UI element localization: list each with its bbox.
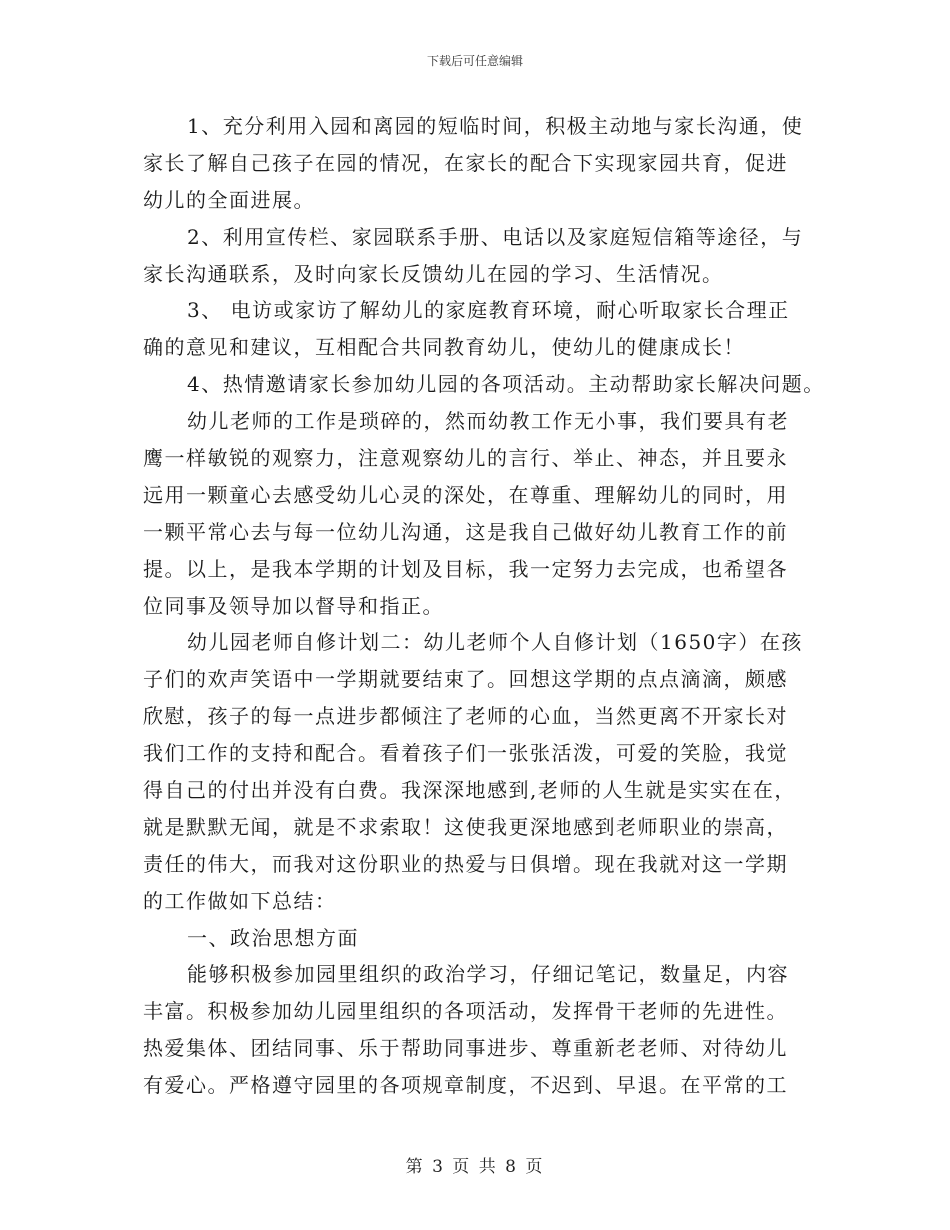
text-line: 热爱集体、团结同事、乐于帮助同事进步、尊重新老老师、对待幼儿 bbox=[143, 1036, 788, 1061]
text-line: 鹰一样敏锐的观察力，注意观察幼儿的言行、举止、神态，并且要永 bbox=[143, 446, 788, 471]
document-body bbox=[143, 108, 823, 1104]
text-line: 确的意见和建议，互相配合共同教育幼儿，使幼儿的健康成长！ bbox=[143, 335, 745, 360]
text-line: 位同事及领导加以督导和指正。 bbox=[143, 593, 444, 618]
text-line: 我们工作的支持和配合。看着孩子们一张张活泼，可爱的笑脸，我觉 bbox=[143, 741, 788, 766]
section-heading: 一、政治思想方面 bbox=[187, 925, 359, 950]
text-line: 得自己的付出并没有白费。我深深地感到,老师的人生就是实实在在， bbox=[143, 778, 796, 803]
page-header: 下载后可任意编辑 bbox=[426, 54, 523, 68]
text-line: 家长沟通联系，及时向家长反馈幼儿在园的学习、生活情况。 bbox=[143, 261, 724, 286]
text-line: 提。以上，是我本学期的计划及目标，我一定努力去完成，也希望各 bbox=[143, 556, 788, 581]
text-line: 家长了解自己孩子在园的情况，在家长的配合下实现家园共育，促进 bbox=[143, 150, 788, 175]
text-line: 1、充分利用入园和离园的短临时间，积极主动地与家长沟通，使 bbox=[187, 114, 804, 138]
text-line: 丰富。积极参加幼儿园里组织的各项活动，发挥骨干老师的先进性。 bbox=[143, 999, 788, 1024]
text-line: 子们的欢声笑语中一学期就要结束了。回想这学期的点点滴滴，颇感 bbox=[143, 667, 788, 692]
text-line: 3、 电访或家访了解幼儿的家庭教育环境，耐心听取家长合理正 bbox=[187, 298, 790, 323]
text-line: 2、利用宣传栏、家园联系手册、电话以及家庭短信箱等途径，与 bbox=[187, 224, 804, 249]
text-line: 有爱心。严格遵守园里的各项规章制度，不迟到、早退。在平常的工 bbox=[143, 1073, 788, 1098]
text-line: 一颗平常心去与每一位幼儿沟通，这是我自己做好幼儿教育工作的前 bbox=[143, 519, 788, 544]
text-line: 欣慰，孩子的每一点进步都倾注了老师的心血，当然更离不开家长对 bbox=[143, 704, 788, 729]
text-line: 4、热情邀请家长参加幼儿园的各项活动。主动帮助家长解决问题。 bbox=[187, 372, 825, 397]
text-line: 幼儿园老师自修计划二：幼儿老师个人自修计划（1650字）在孩 bbox=[187, 630, 803, 655]
text-line: 就是默默无闻，就是不求索取！这使我更深地感到老师职业的崇高， bbox=[143, 814, 788, 839]
text-line: 远用一颗童心去感受幼儿心灵的深处，在尊重、理解幼儿的同时，用 bbox=[143, 482, 788, 507]
text-line: 能够积极参加园里组织的政治学习，仔细记笔记，数量足，内容 bbox=[187, 962, 789, 987]
text-line: 责任的伟大，而我对这份职业的热爱与日俱增。现在我就对这一学期 bbox=[143, 851, 788, 876]
page-number-footer: 第 3 页 共 8 页 bbox=[405, 1157, 545, 1177]
text-line: 幼儿的全面进展。 bbox=[143, 187, 315, 212]
text-line: 幼儿老师的工作是琐碎的，然而幼教工作无小事，我们要具有老 bbox=[187, 409, 789, 434]
text-line: 的工作做如下总结： bbox=[143, 888, 337, 913]
